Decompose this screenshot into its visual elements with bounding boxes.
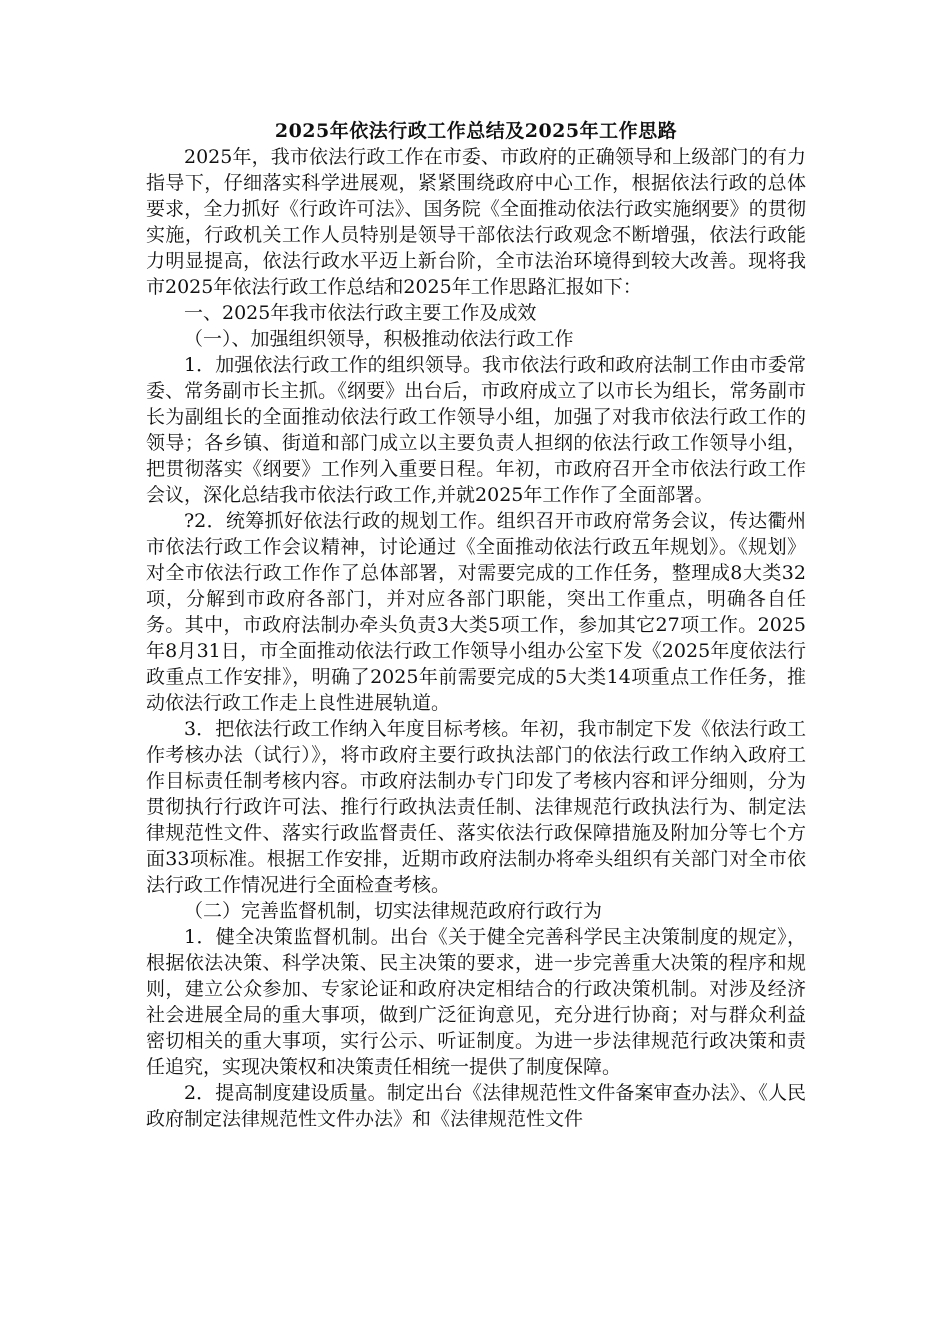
paragraph-intro: 2025年，我市依法行政工作在市委、市政府的正确领导和上级部门的有力指导下，仔细落实科学进展观，紧紧围绕政府中心工作，根据依法行政的总体要求，全力抓好《行政许可法》、国务院《全面推动依法行政实施纲要》的贯彻实施，行政机关工作人员特别是领导干部依法行政观念不断增强，依法行政能力明显提高，依法行政水平迈上新台阶，全市法治环境得到较大改善。现将我市2025年依法行政工作总结和2025年工作思路汇报如下： <box>146 146 806 298</box>
paragraph-2-2: 2．提高制度建设质量。制定出台《法律规范性文件备案审查办法》、《人民政府制定法律规范性文件办法》和《法律规范性文件 <box>146 1082 806 1130</box>
paragraph-2-1: 1．健全决策监督机制。出台《关于健全完善科学民主决策制度的规定》，根据依法决策、科学决策、民主决策的要求，进一步完善重大决策的程序和规则，建立公众参加、专家论证和政府决定相结合的行政决策机制。对涉及经济社会进展全局的重大事项，做到广泛征询意见，充分进行协商；对与群众利益密切相关的重大事项，实行公示、听证制度。为进一步法律规范行政决策和责任追究，实现决策权和决策责任相统一提供了制度保障。 <box>146 926 806 1078</box>
document-page <box>146 118 806 1132</box>
document-body <box>146 144 806 1132</box>
subsection-heading-1: （一）、加强组织领导，积极推动依法行政工作 <box>184 328 574 350</box>
document-title: 2025年依法行政工作总结及2025年工作思路 <box>274 120 678 142</box>
paragraph-1-2: ?2．统筹抓好依法行政的规划工作。组织召开市政府常务会议，传达衢州市依法行政工作会议精神，讨论通过《全面推动依法行政五年规划》。《规划》对全市依法行政工作作了总体部署，对需要完成的工作任务，整理成8大类32项，分解到市政府各部门，并对应各部门职能，突出工作重点，明确各自任务。其中，市政府法制办牵头负责3大类5项工作，参加其它27项工作。2025年8月31日，市全面推动依法行政工作领导小组办公室下发《2025年度依法行政重点工作安排》，明确了2025年前需要完成的5大类14项重点工作任务，推动依法行政工作走上良性进展轨道。 <box>146 510 806 714</box>
paragraph-1-3: 3．把依法行政工作纳入年度目标考核。年初，我市制定下发《依法行政工作考核办法（试行）》，将市政府主要行政执法部门的依法行政工作纳入政府工作目标责任制考核内容。市政府法制办专门印发了考核内容和评分细则，分为贯彻执行行政许可法、推行行政执法责任制、法律规范行政执法行为、制定法律规范性文件、落实行政监督责任、落实依法行政保障措施及附加分等七个方面33项标准。根据工作安排，近期市政府法制办将牵头组织有关部门对全市依法行政工作情况进行全面检查考核。 <box>146 718 806 896</box>
paragraph-1-1: 1．加强依法行政工作的组织领导。我市依法行政和政府法制工作由市委常委、常务副市长主抓。《纲要》出台后，市政府成立了以市长为组长，常务副市长为副组长的全面推动依法行政工作领导小组，加强了对我市依法行政工作的领导；各乡镇、街道和部门成立以主要负责人担纲的依法行政工作领导小组，把贯彻落实《纲要》工作列入重要日程。年初，市政府召开全市依法行政工作会议，深化总结我市依法行政工作,并就2025年工作作了全面部署。 <box>146 354 806 506</box>
subsection-heading-2: （二）完善监督机制，切实法律规范政府行政行为 <box>184 900 603 922</box>
section-heading-1: 一、2025年我市依法行政主要工作及成效 <box>184 302 537 324</box>
